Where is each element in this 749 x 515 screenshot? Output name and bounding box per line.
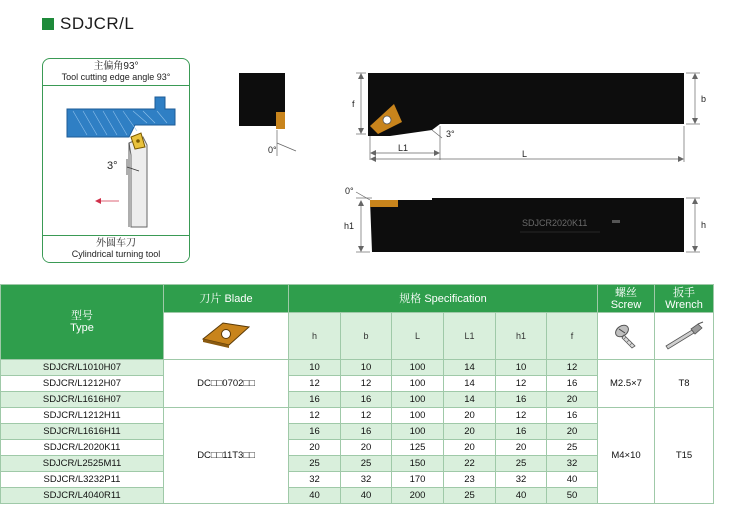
- type-cell: SDJCR/L2020K11: [1, 440, 164, 456]
- value-cell-l: 150: [392, 456, 444, 472]
- value-cell-h: 16: [289, 392, 341, 408]
- value-cell-l: 170: [392, 472, 444, 488]
- value-cell-f: 12: [547, 360, 598, 376]
- engraving-text: SDJCR2020K11: [522, 218, 588, 228]
- angle-label-en: Tool cutting edge angle 93°: [61, 72, 171, 82]
- screw-cell: M4×10: [598, 408, 655, 504]
- value-cell-h1: 25: [496, 456, 547, 472]
- value-cell-f: 50: [547, 488, 598, 504]
- screw-header: [598, 285, 655, 313]
- value-cell-f: 20: [547, 392, 598, 408]
- value-cell-f: 16: [547, 376, 598, 392]
- value-cell-l1: 14: [444, 392, 496, 408]
- value-cell-l1: 25: [444, 488, 496, 504]
- value-cell-h: 12: [289, 376, 341, 392]
- value-cell-l: 100: [392, 376, 444, 392]
- wrench-header: [655, 285, 714, 313]
- value-cell-l1: 23: [444, 472, 496, 488]
- value-cell-h: 25: [289, 456, 341, 472]
- dim-f: f: [352, 99, 355, 109]
- value-cell-l1: 20: [444, 424, 496, 440]
- value-cell-l: 125: [392, 440, 444, 456]
- value-cell-h1: 16: [496, 424, 547, 440]
- value-cell-h: 16: [289, 424, 341, 440]
- col-header-h: h: [289, 313, 341, 360]
- type-cell: SDJCR/L2525M11: [1, 456, 164, 472]
- value-cell-f: 40: [547, 472, 598, 488]
- screw-icon: [611, 320, 641, 350]
- value-cell-f: 25: [547, 440, 598, 456]
- value-cell-l: 200: [392, 488, 444, 504]
- value-cell-h: 40: [289, 488, 341, 504]
- value-cell-h1: 16: [496, 392, 547, 408]
- wrench-cell: T8: [655, 360, 714, 408]
- spec-header: 规格 Specification: [289, 285, 598, 313]
- type-cell: SDJCR/L4040R11: [1, 488, 164, 504]
- col-header-b: b: [341, 313, 392, 360]
- value-cell-b: 12: [341, 408, 392, 424]
- value-cell-h1: 12: [496, 376, 547, 392]
- col-header-h1: h1: [496, 313, 547, 360]
- blade-cell: DC□□11T3□□: [164, 408, 289, 504]
- value-cell-b: 12: [341, 376, 392, 392]
- blade-image-cell: [164, 313, 289, 360]
- value-cell-f: 16: [547, 408, 598, 424]
- angle-label-zh: 主偏角93°: [93, 61, 139, 72]
- value-cell-l1: 20: [444, 408, 496, 424]
- value-cell-l: 100: [392, 408, 444, 424]
- type-cell: SDJCR/L1212H11: [1, 408, 164, 424]
- angle-mark-text: 3°: [107, 160, 118, 172]
- col-header-l1: L1: [444, 313, 496, 360]
- footer-label-en: Cylindrical turning tool: [71, 249, 161, 259]
- wrench-cell: T15: [655, 408, 714, 504]
- dim-l: L: [522, 149, 528, 159]
- value-cell-l: 100: [392, 392, 444, 408]
- value-cell-b: 16: [341, 392, 392, 408]
- type-cell: SDJCR/L3232P11: [1, 472, 164, 488]
- value-cell-b: 16: [341, 424, 392, 440]
- screw-image-cell: [598, 313, 655, 360]
- value-cell-h1: 20: [496, 440, 547, 456]
- side-angle-label: 0°: [345, 186, 354, 196]
- value-cell-l: 100: [392, 360, 444, 376]
- value-cell-f: 32: [547, 456, 598, 472]
- value-cell-b: 10: [341, 360, 392, 376]
- col-header-l: L: [392, 313, 444, 360]
- spec-table: [0, 284, 714, 504]
- table-row: [1, 408, 714, 424]
- screw-header-zh: 螺丝: [615, 286, 637, 299]
- table-row: [1, 360, 714, 376]
- value-cell-l1: 20: [444, 440, 496, 456]
- type-cell: SDJCR/L1616H07: [1, 392, 164, 408]
- screw-header-en: Screw: [610, 298, 642, 311]
- end-view: [239, 73, 296, 156]
- wrench-header-en: Wrench: [665, 298, 703, 311]
- value-cell-b: 20: [341, 440, 392, 456]
- dim-b: b: [701, 94, 707, 104]
- value-cell-b: 40: [341, 488, 392, 504]
- end-angle-label: 0°: [268, 145, 277, 155]
- value-cell-l1: 22: [444, 456, 496, 472]
- dim-h: h: [701, 220, 707, 230]
- blade-header: 刀片 Blade: [164, 285, 289, 313]
- blade-cell: DC□□0702□□: [164, 360, 289, 408]
- type-header-zh: 型号: [71, 310, 93, 322]
- value-cell-f: 20: [547, 424, 598, 440]
- wrench-image-cell: [655, 313, 714, 360]
- value-cell-l1: 14: [444, 376, 496, 392]
- value-cell-h: 32: [289, 472, 341, 488]
- wrench-icon: [662, 320, 706, 350]
- screw-cell: M2.5×7: [598, 360, 655, 408]
- type-cell: SDJCR/L1616H11: [1, 424, 164, 440]
- type-cell: SDJCR/L1212H07: [1, 376, 164, 392]
- type-header: [1, 285, 164, 360]
- value-cell-h1: 32: [496, 472, 547, 488]
- value-cell-b: 32: [341, 472, 392, 488]
- title-text: SDJCR/L: [60, 14, 135, 33]
- spec-table-body: [1, 360, 714, 504]
- value-cell-l: 100: [392, 424, 444, 440]
- type-header-en: Type: [70, 322, 94, 334]
- blade-insert-icon: [197, 317, 255, 353]
- value-cell-h1: 12: [496, 408, 547, 424]
- col-header-f: f: [547, 313, 598, 360]
- value-cell-h: 10: [289, 360, 341, 376]
- wrench-header-zh: 扳手: [673, 286, 695, 299]
- value-cell-l1: 14: [444, 360, 496, 376]
- value-cell-h: 12: [289, 408, 341, 424]
- value-cell-h: 20: [289, 440, 341, 456]
- angle-3-label: 3°: [446, 129, 455, 139]
- dim-l1: L1: [398, 143, 409, 153]
- footer-label-zh: 外圆车刀: [96, 238, 136, 249]
- value-cell-b: 25: [341, 456, 392, 472]
- dim-h1: h1: [344, 221, 355, 231]
- type-cell: SDJCR/L1010H07: [1, 360, 164, 376]
- side-view: [344, 186, 706, 252]
- value-cell-h1: 40: [496, 488, 547, 504]
- top-view: [352, 73, 706, 162]
- value-cell-h1: 10: [496, 360, 547, 376]
